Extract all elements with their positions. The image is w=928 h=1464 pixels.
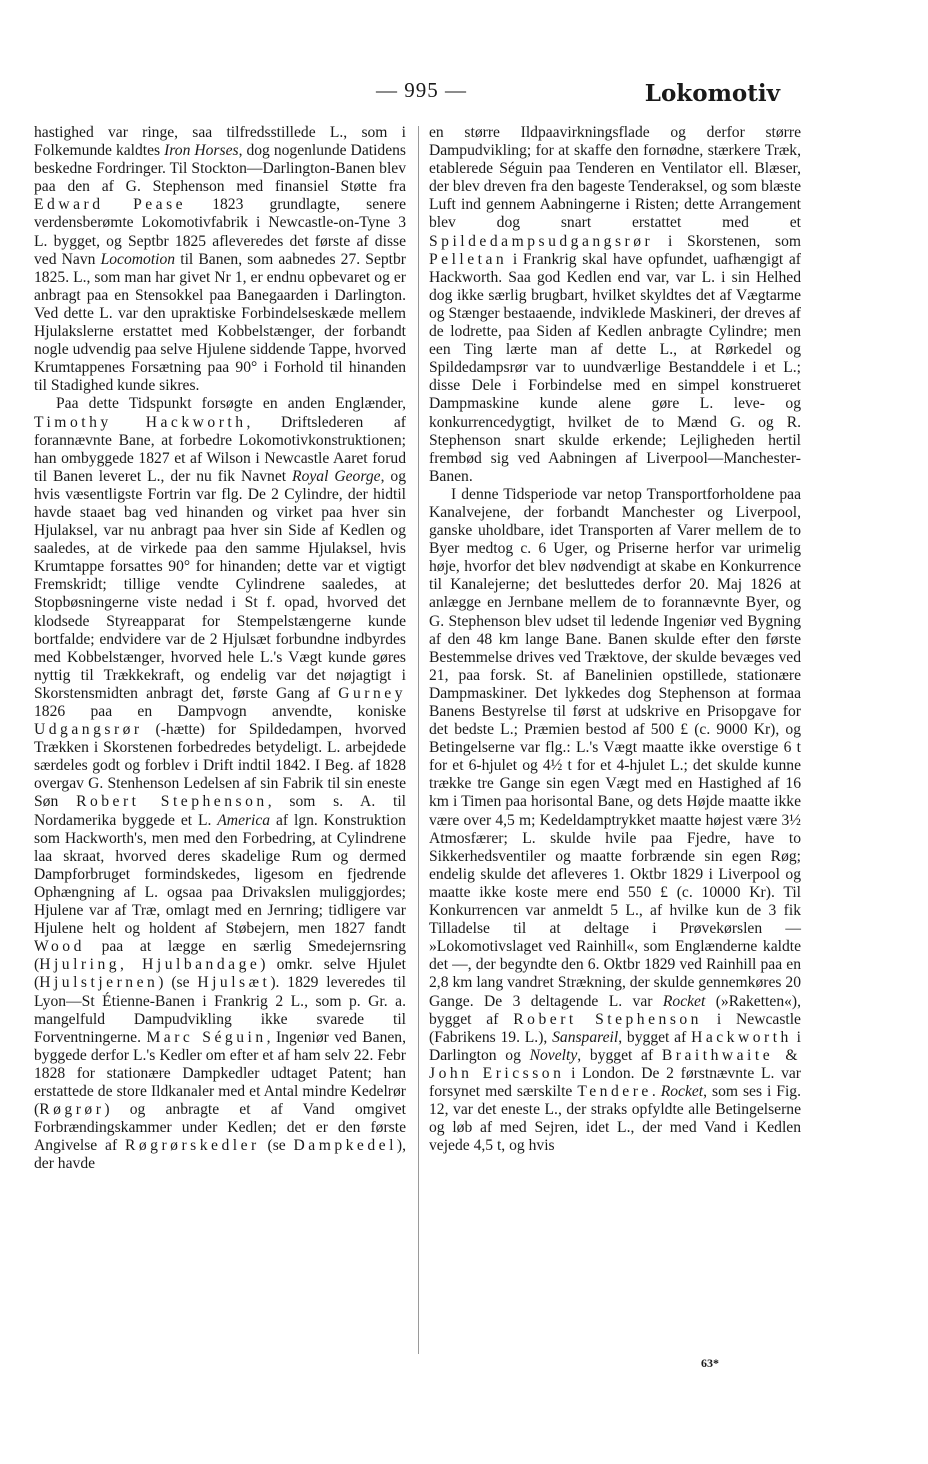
- right-paragraph-2: I denne Tidsperiode var netop Transportforholdene paa Kanalvejene, der forbandt Manchester og Liverpool, ganske uholdbare, idet Transporten af Varer mellem de to Byer medtog c. 6 Uger, og Priserne herfor var urimelig høje, hvorfor det blev nødvendigt at skabe en Konkurrence til Kanalejerne; det besluttedes derfor 20. Maj 1826 at anlægge en Jernbane mellem de to forannævnte Byer, og G. Stephenson blev udset til ledende Ingeniør ved Bygning af den 48 km lange Bane. Banen skulde efter den første Bestemmelse drives ved Træktove, der skulde bevæges ved 21, paa forsk. St. af Banelinien opstillede, stationære Dampmaskiner. Det lykkedes dog Stephenson at formaa Banens Bestyrelse til først at udskrive en Prisopgave for det bedste L.; Præmien bestod af 500 £ (c. 9000 Kr), og Betingelserne var flg.: L.'s Vægt maatte ikke overstige 6 t for et 6-hjulet og 4½ t for et 4-hjulet L.; det skulde kunne trække tre Gange sin egen Vægt med en Hastighed af 16 km i Timen paa horisontal Bane, og dets Højde maatte ikke være over 4,5 m; Kedeldamptrykket maatte højest være 3½ Atmosfærer; L. skulde hvile paa Fjedre, have to Sikkerhedsventiler og maatte forbrænde sin egen Røg; endelig skulde det afleveres 1. Oktbr 1829 i Liverpool og maatte ikke koste mere end 550 £ (c. 10000 Kr). Til Konkurrencen var anmeldt 5 L., af hvilke kun de 3 fik Tilladelse til at deltage i Prøvekørslen — »Lokomotivslaget ved Rainhill«, som Englænderne kaldte det —, der begyndte den 6. Oktbr 1829 ved Rainhill paa en 2,8 km lang vandret Strækning, der skulde gennemkøres 20 Gange. De 3 deltagende L. var Rocket (»Raketten«), bygget af Robert Stephenson i Newcastle (Fabrikens 19. L.), Sanspareil, bygget af Hackworth i Darlington og Novelty, bygget af Braithwaite & John Ericsson i London. De 2 førstnævnte L. var forsynet med særskilte Tendere. Rocket, som ses i Fig. 12, var det eneste L., der straks opfyldte alle Betingelserne og løb af med Sejren, idet L., der med Vand i Kedlen vejede 4,5 t, og hvis: [429, 485, 802, 1155]
- right-paragraph-1: en større Ildpaavirkningsflade og derfor større Dampudvikling; for at skaffe den fornødne, stærkere Træk, etablerede Séguin paa Tenderen en Ventilator ell. Blæser, der blev dreven fra den bageste Tenderaksel, og som blæste Luft ind gennem Aabningerne i Risten; dette Arrangement blev dog snart erstattet med et Spildedampsudgangsrør i Skorstenen, som Pelletan i Frankrig skal have opfundet, uafhængigt af Hackworth. Saa god Kedlen end var, var L. i sin Helhed dog ikke særlig brugbart, hvilket skyldtes det af Vægtarme og Stænger bestaaende, indviklede Maskineri, der dreves af de lodrette, paa Siden af Kedlen anbragte Cylindre; men een Ting lærte man af dette L., at Rørkedel og Spildedampsrør var to uundværlige Bestanddele i et L.; disse Dele i Forbindelse med en simpel konstrueret Dampmaskine kunde alene gøre L. leve- og konkurrencedygtigt, hvilket de to Mænd G. og R. Stephenson snart skulde erkende; Lejligheden hertil frembød sig ved Aabningen af Liverpool—Manchester-Banen.: [429, 124, 801, 485]
- left-paragraph-2: Paa dette Tidspunkt forsøgte en anden Englænder, Timothy Hackworth, Driftslederen af forannævnte Bane, at forbedre Lokomotivkonstruktionen; han ombyggede 1827 et af Wilson i Newcastle Aaret forud til Banen leveret L., der nu fik Navnet Royal George, og hvis væsentligste Fortrin var flg. De 2 Cylindre, der hidtil havde staaet bag ved hinanden og virket paa hver sin Hjulaksel, var nu anbragt paa hver sin Side af Kedlen og saaledes, at de virkede paa den samme Hjulaksel, hvis Krumtappe forsattes 90° for hinanden; dette var et vigtigt Fremskridt; tillige vendte Cylindrene saaledes, at Stopbøsningerne viste nedad i St f. opad, hvorved det klodsede Styreapparat for Stempelstængerne kunde bortfalde; endvidere var de 2 Hjulsæt forbundne indbyrdes med Kobbelstænger, hvorved hele L.'s Vægt kunde gøres nyttig til Trækkekraft, og endelig var det nøjagtigt i Skorstensmidten anbragt det, første Gang af Gurney 1826 paa en Dampvogn anvendte, koniske Udgangsrør (-hætte) for Spildedampen, hvorved Trækken i Skorstenen forbedredes betydeligt. L. arbejdede særdeles godt og forblev i Drift indtil 1842. I Beg. af 1828 overgav G. Stenhenson Ledelsen af sin Fabrik til sin eneste Søn Robert Stephenson, som s. A. til Nordamerika byggede et L. America af lgn. Konstruktion som Hackworth's, men med den Forbedring, at Cylindrene laa skraat, hvorved deres skadelige Rum og dermed Dampforbruget formindskedes, ligesom en fjedrende Ophængning af L. ogsaa paa Drivakslen muliggjordes; Hjulene var af Træ, omlagt med en Jernring; tidligere var Hjulene helt og holdent af Støbejern, men 1827 fandt Wood paa at lægge en særlig Smedejernsring (Hjulring, Hjulbandage) omkr. selve Hjulet (Hjulstjernen) (se Hjulsæt). 1829 leveredes til Lyon—St Étienne-Banen i Frankrig 2 L., som p. Gr. a. mangelfuld Dampudvikling ikke svarede til Forventningerne. Marc Séguin, Ingeniør ved Banen, byggede derfor L.'s Kedler om efter et af ham selv 22. Febr 1828 for stationære Dampkedler udtaget Patent; han erstattede de store Ildkanaler med et Antal mindre Kedelrør (Røgrør) og anbragte et af Vand omgivet Forbrændingskammer under Kedlen; det er den første Angivelse af Røgrørskedler (se Dampkedel), der havde: [34, 395, 407, 1173]
- left-paragraph-1: hastighed var ringe, saa tilfredsstillede L., som i Folkemunde kaldtes Iron Horses, dog nogenlunde Datidens beskedne Fordringer. Til Stockton—Darlington-Banen blev paa den af G. Stephenson med finansiel Støtte fra Edward Pease 1823 grundlagte, senere verdensberømte Lokomotivfabrik i Newcastle-on-Tyne 3 L. bygget, og Septbr 1825 afleveredes det første af disse ved Navn Locomotion til Banen, som aabnedes 27. Septbr 1825. L., som man har givet Nr 1, er endnu opbevaret og er anbragt paa en Stensokkel paa Banegaarden i Darlington. Ved dette L. var den upraktiske Forbindelseskæde mellem Hjulakslerne erstattet med Kobbelstænger, der forbandt nogle udvendig paa selve Hjulene siddende Tappe, hvorved Krumtappenes Forsætning paa 90° i Forhold til hinanden til Stadighed kunde sikres.: [34, 124, 407, 395]
- right-column: [429, 124, 801, 1155]
- page-headword: Lokomotiv: [644, 80, 780, 107]
- left-column: [34, 124, 406, 1173]
- signature-mark: 63*: [701, 1356, 719, 1370]
- page-number: — 995 —: [376, 78, 467, 102]
- column-divider: [418, 126, 419, 1354]
